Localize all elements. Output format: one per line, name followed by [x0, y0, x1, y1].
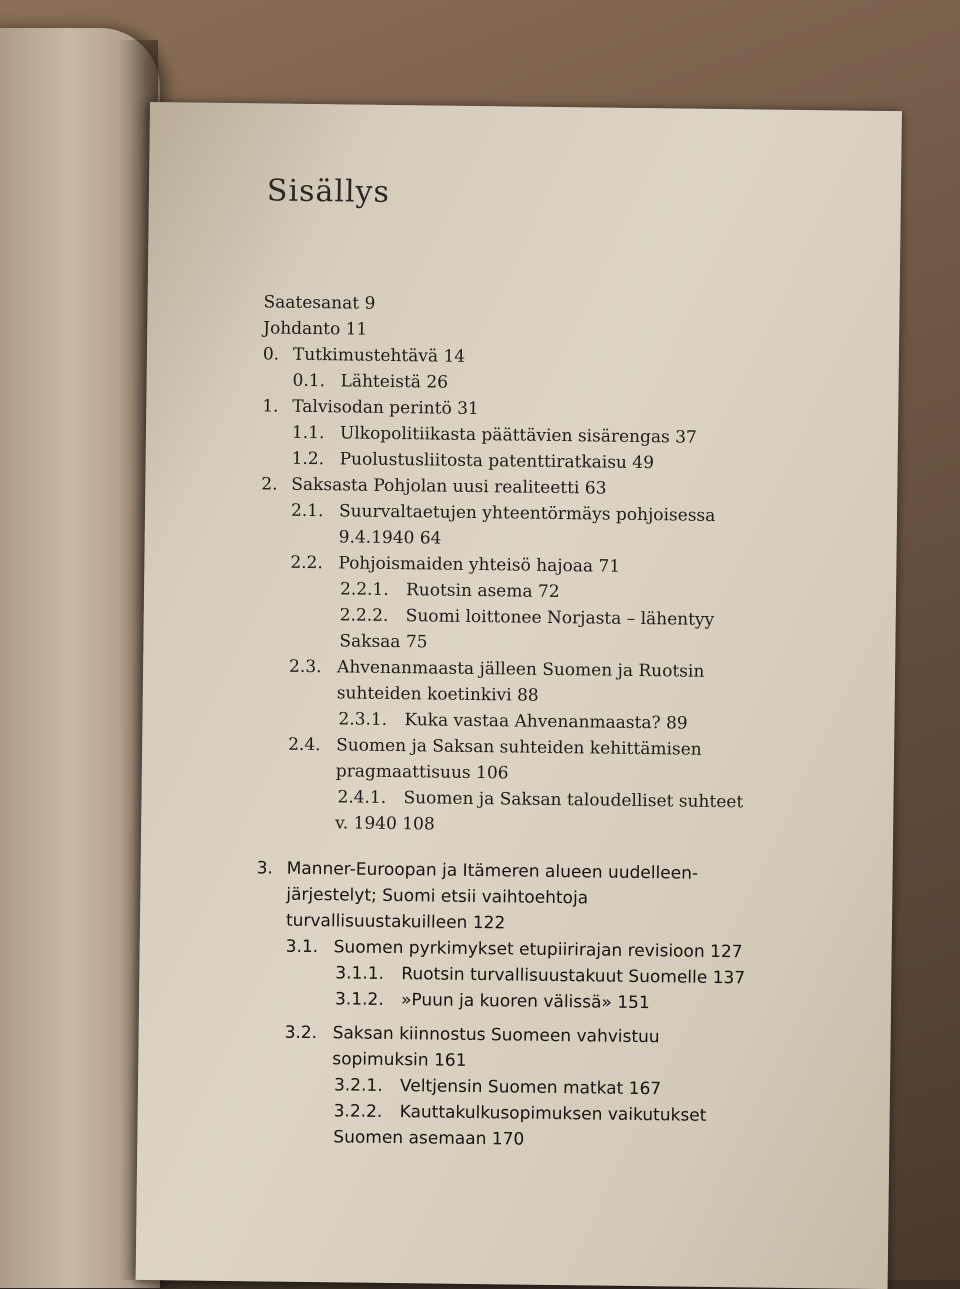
toc-entry-continuation: v. 1940 108 [335, 813, 435, 835]
toc-entry-continuation: turvallisuustakuilleen 122 [285, 910, 506, 934]
toc-entry: 2.3.1. Kuka vastaa Ahvenanmaasta? 89 [338, 709, 688, 734]
toc-entry: 2.4.1. Suomen ja Saksan taloudelliset suhteet [337, 787, 744, 813]
toc-entry-continuation: järjestelyt; Suomi etsii vaihtoehtoja [286, 884, 589, 909]
toc-entry: 2.2. Pohjoismaiden yhteisö hajoaa 71 [290, 552, 621, 577]
toc-entry: 3.1.2. »Puun ja kuoren välissä» 151 [334, 989, 650, 1014]
toc-entry-continuation: Saksaa 75 [339, 631, 428, 653]
toc-entry-continuation: 9.4.1940 64 [338, 527, 442, 549]
toc-entry: 2.3. Ahvenanmaasta jälleen Suomen ja Ruotsin [288, 656, 705, 682]
toc-entry: 2.1. Suurvaltaetujen yhteentörmäys pohjoisessa [290, 500, 716, 526]
table-of-contents [253, 289, 823, 1156]
toc-entry: 3.2.1. Veltjensin Suomen matkat 167 [333, 1075, 662, 1100]
toc-entry-continuation: sopimuksin 161 [332, 1049, 467, 1071]
page-title: Sisällys [266, 173, 391, 210]
toc-entry: 1. Talvisodan perintö 31 [262, 396, 479, 420]
book-page [136, 102, 902, 1289]
toc-entry: 2.2.2. Suomi loittonee Norjasta – lähentyy [339, 605, 715, 630]
toc-entry: 2.4. Suomen ja Saksan suhteiden kehittämisen [288, 734, 702, 760]
toc-entry: 1.2. Puolustusliitosta patenttiratkaisu 49 [291, 448, 655, 474]
toc-entry-continuation: pragmaattisuus 106 [335, 761, 509, 784]
section-3-block [253, 855, 817, 1156]
toc-entry: Saatesanat 9 [263, 292, 376, 314]
toc-entry-continuation: Suomen asemaan 170 [333, 1127, 525, 1150]
toc-entry-continuation: suhteiden koetinkivi 88 [336, 683, 539, 706]
toc-entry: Johdanto 11 [263, 318, 368, 340]
toc-entry: 1.1. Ulkopolitiikasta päättävien sisärengas 37 [291, 422, 697, 448]
toc-entry: 3.1.1. Ruotsin turvallisuustakuut Suomelle 137 [335, 963, 746, 989]
toc-entry: 3.1. Suomen pyrkimykset etupiirirajan revisioon 127 [285, 936, 743, 963]
toc-entry: 3.2.2. Kauttakulkusopimuksen vaikutukset [333, 1101, 707, 1126]
toc-entry: 0. Tutkimustehtävä 14 [262, 344, 466, 367]
toc-entry: 3. Manner-Euroopan ja Itämeren alueen uudelleen- [256, 858, 699, 884]
toc-entry: 2.2.1. Ruotsin asema 72 [339, 579, 560, 603]
toc-entry: 0.1. Lähteistä 26 [292, 370, 449, 393]
toc-entry: 2. Saksasta Pohjolan uusi realiteetti 63 [261, 474, 607, 499]
toc-entry: 3.2. Saksan kiinnostus Suomeen vahvistuu [284, 1022, 660, 1048]
